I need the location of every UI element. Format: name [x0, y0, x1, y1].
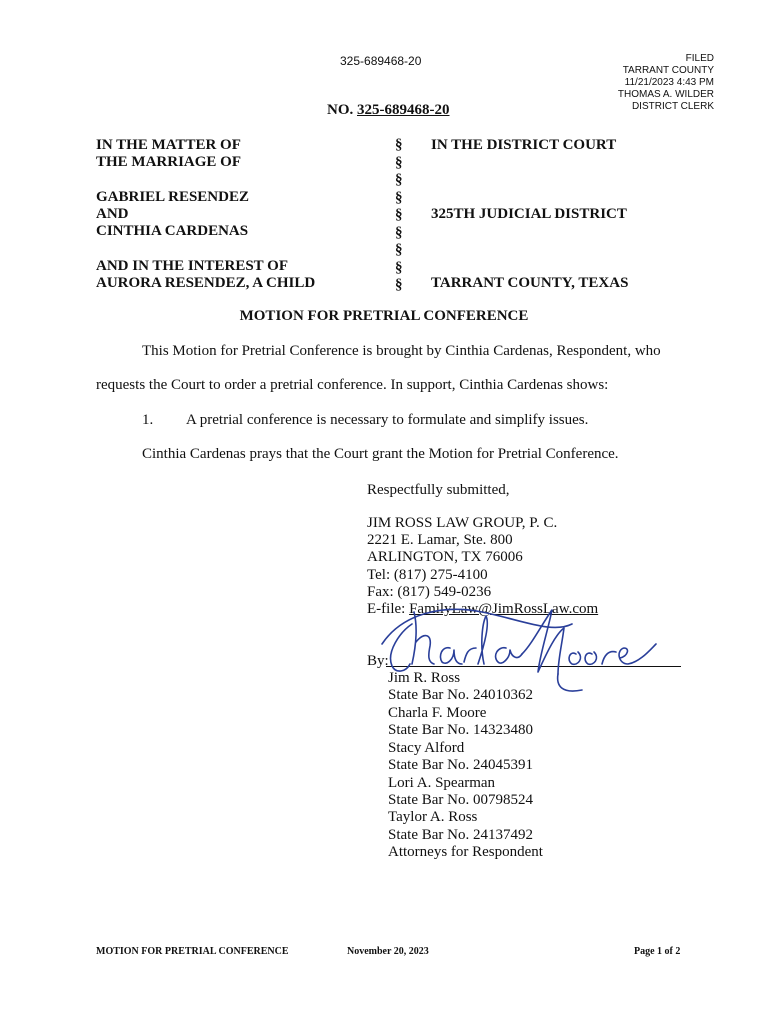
- attorney-line: State Bar No. 24137492: [388, 827, 533, 843]
- signature-stroke: [522, 610, 564, 674]
- attorney-line: State Bar No. 24010362: [388, 687, 533, 703]
- section-symbol: §: [395, 242, 403, 258]
- firm-name: JIM ROSS LAW GROUP, P. C.: [367, 515, 558, 531]
- stamp-line: 11/21/2023 4:43 PM: [624, 77, 714, 88]
- by-label: By:: [367, 653, 389, 669]
- section-symbol: §: [395, 224, 403, 241]
- signature-stroke: [382, 609, 572, 644]
- footer-title: MOTION FOR PRETRIAL CONFERENCE: [96, 946, 289, 957]
- signature-stroke: [585, 652, 596, 664]
- signature-stroke: [412, 612, 416, 664]
- caption-line: CINTHIA CARDENAS: [96, 223, 249, 239]
- prayer-text: Cinthia Cardenas prays that the Court grant the Motion for Pretrial Conference.: [142, 446, 619, 462]
- stamp-line: TARRANT COUNTY: [622, 65, 714, 76]
- efile-label: E-file:: [367, 601, 410, 617]
- section-symbol: §: [395, 137, 403, 153]
- footer-date: November 20, 2023: [347, 946, 429, 957]
- signature-stroke: [569, 652, 580, 664]
- signature-stroke: [464, 648, 476, 662]
- signature-stroke: [602, 652, 616, 664]
- caption-line: AND: [96, 206, 129, 222]
- section-symbol: §: [395, 154, 403, 171]
- attorney-line: Stacy Alford: [388, 740, 465, 756]
- paragraph-line: requests the Court to order a pretrial conference. In support, Cinthia Cardenas shows:: [96, 377, 609, 393]
- signature-stroke: [619, 644, 656, 664]
- firm-address: 2221 E. Lamar, Ste. 800: [367, 532, 513, 548]
- cause-number-value: 325-689468-20: [357, 102, 450, 118]
- caption-line: GABRIEL RESENDEZ: [96, 189, 249, 205]
- attorney-line: State Bar No. 24045391: [388, 757, 533, 773]
- caption-line: AND IN THE INTEREST OF: [96, 258, 288, 274]
- attorney-line: Lori A. Spearman: [388, 775, 496, 791]
- cause-prefix: NO.: [327, 102, 357, 118]
- stamp-line: THOMAS A. WILDER: [617, 89, 714, 100]
- court-name: IN THE DISTRICT COURT: [431, 137, 617, 153]
- attorney-line: State Bar No. 00798524: [388, 792, 533, 808]
- cause-number: [327, 102, 450, 119]
- signature-stroke: [496, 648, 522, 663]
- section-symbol: §: [395, 172, 403, 188]
- attorney-line: Charla F. Moore: [388, 705, 487, 721]
- caption-line: AURORA RESENDEZ, A CHILD: [96, 275, 316, 291]
- caption-line: IN THE MATTER OF: [96, 137, 241, 153]
- section-symbol: §: [395, 259, 403, 276]
- judicial-district: 325TH JUDICIAL DISTRICT: [431, 206, 627, 222]
- section-symbol: §: [395, 207, 403, 223]
- firm-tel: Tel: (817) 275-4100: [367, 567, 488, 583]
- signature-stroke: [416, 636, 434, 664]
- attorney-line: Jim R. Ross: [388, 670, 461, 686]
- signature-stroke: [440, 648, 462, 664]
- motion-title: MOTION FOR PRETRIAL CONFERENCE: [239, 308, 529, 324]
- attorney-line: State Bar No. 14323480: [388, 722, 533, 738]
- section-symbols: [395, 137, 403, 295]
- stamp-line: DISTRICT CLERK: [631, 101, 714, 112]
- signature-stroke: [478, 616, 487, 664]
- section-symbol: §: [395, 189, 403, 206]
- footer-page: Page 1 of 2: [634, 946, 681, 957]
- list-item-text: A pretrial conference is necessary to formulate and simplify issues.: [186, 412, 589, 428]
- header-case-number: 325-689468-20: [340, 54, 422, 68]
- firm-city: ARLINGTON, TX 76006: [367, 549, 523, 565]
- attorney-line: Taylor A. Ross: [388, 809, 478, 825]
- closing: Respectfully submitted,: [367, 482, 510, 498]
- stamp-line: FILED: [685, 53, 714, 64]
- firm-fax: Fax: (817) 549-0236: [367, 584, 492, 600]
- county: TARRANT COUNTY, TEXAS: [431, 275, 629, 291]
- attorney-line: Attorneys for Respondent: [388, 844, 543, 860]
- efile-email-link[interactable]: FamilyLaw@JimRossLaw.com: [409, 601, 599, 617]
- list-item-number: 1.: [142, 412, 154, 428]
- paragraph-line: This Motion for Pretrial Conference is brought by Cinthia Cardenas, Respondent, who: [142, 343, 661, 359]
- section-symbol: §: [395, 277, 403, 293]
- signature-stroke: [558, 674, 582, 691]
- filed-stamp: [618, 53, 714, 113]
- caption-line: THE MARRIAGE OF: [96, 154, 242, 170]
